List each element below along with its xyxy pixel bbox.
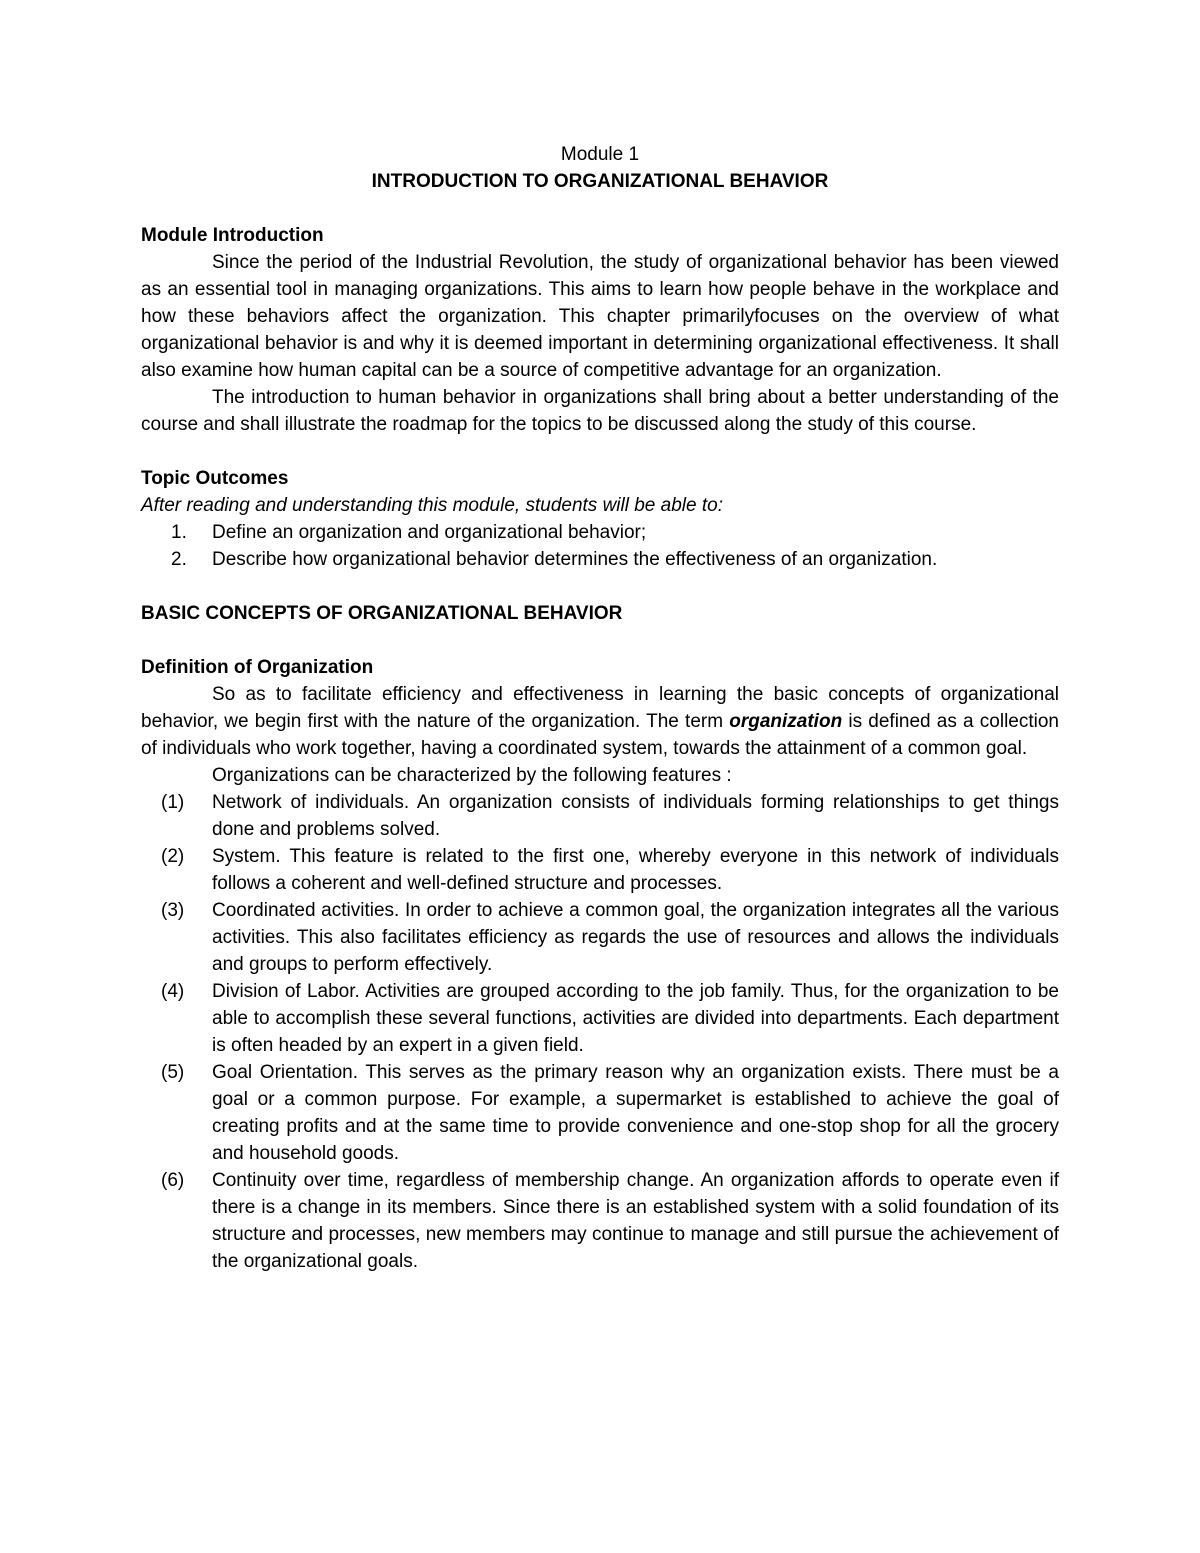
features-list	[141, 789, 1059, 1275]
module-introduction-paragraph-2: The introduction to human behavior in organizations shall bring about a better understanding of the course and shall illustrate the roadmap for the topics to be discussed along the study of this course.	[141, 387, 1059, 435]
list-item	[141, 897, 1059, 978]
module-introduction-heading: Module Introduction	[141, 225, 324, 246]
list-item-text: Division of Labor. Activities are grouped according to the job family. Thus, for the organization to be able to accomplish these several functions, activities are divided into departments. Each department is often headed by an expert in a given field.	[212, 981, 1059, 1056]
list-item-number: (5)	[161, 1062, 185, 1083]
list-item-text: Goal Orientation. This serves as the primary reason why an organization exists. There must be a goal or a common purpose. For example, a supermarket is established to achieve the goal of creating profits and at the same time to provide convenience and one-stop shop for all the grocery and household goods.	[212, 1062, 1059, 1164]
list-item-number: (2)	[161, 846, 185, 867]
topic-outcomes-lead: After reading and understanding this module, students will be able to:	[141, 495, 723, 516]
list-item-number: (1)	[161, 792, 185, 813]
features-lead: Organizations can be characterized by the following features :	[212, 765, 732, 786]
list-item-text: Network of individuals. An organization consists of individuals forming relationships to get things done and problems solved.	[212, 792, 1059, 840]
topic-outcomes-list	[141, 519, 1059, 573]
list-item-text: Describe how organizational behavior determines the effectiveness of an organization.	[212, 549, 938, 570]
definition-text-before: So as to facilitate efficiency and effectiveness in learning the basic concepts of organizational behavior, we begin first with the nature of the organization. The term	[141, 684, 1059, 732]
module-header	[141, 141, 1059, 195]
list-item	[141, 546, 1059, 573]
module-title: INTRODUCTION TO ORGANIZATIONAL BEHAVIOR	[371, 171, 829, 192]
list-item	[141, 1059, 1059, 1167]
list-item-number: (3)	[161, 900, 185, 921]
topic-outcomes-heading: Topic Outcomes	[141, 468, 289, 489]
list-item-number: 2.	[171, 549, 187, 570]
module-introduction-section	[141, 222, 1059, 438]
definition-term: organization	[729, 711, 843, 732]
module-number: Module 1	[560, 144, 640, 165]
definition-paragraph	[141, 681, 1059, 762]
list-item-number: (4)	[161, 981, 185, 1002]
list-item	[141, 843, 1059, 897]
module-introduction-paragraph-1: Since the period of the Industrial Revolution, the study of organizational behavior has been viewed as an essential tool in managing organizations. This aims to learn how people behave in the workplace and how these behaviors affect the organization. This chapter primarilyfocuses on the overview of what organizational behavior is and why it is deemed important in determining organizational effectiveness. It shall also examine how human capital can be a source of competitive advantage for an organization.	[141, 252, 1059, 381]
definition-heading: Definition of Organization	[141, 657, 374, 678]
list-item-number: 1.	[171, 522, 187, 543]
list-item	[141, 519, 1059, 546]
definition-text-after: is defined as a collection of individuals who work together, having a coordinated system, towards the attainment of a common goal.	[141, 711, 1060, 759]
list-item-text: Define an organization and organizational behavior;	[212, 522, 647, 543]
list-item	[141, 789, 1059, 843]
basic-concepts-heading: BASIC CONCEPTS OF ORGANIZATIONAL BEHAVIOR	[141, 603, 623, 624]
document-page	[141, 141, 1059, 1275]
list-item-text: Continuity over time, regardless of membership change. An organization affords to operate even if there is a change in its members. Since there is an established system with a solid foundation of its structure and processes, new members may continue to manage and still pursue the achievement of the organizational goals.	[212, 1170, 1059, 1272]
topic-outcomes-section	[141, 465, 1059, 573]
list-item-number: (6)	[161, 1170, 185, 1191]
list-item-text: Coordinated activities. In order to achieve a common goal, the organization integrates all the various activities. This also facilitates efficiency as regards the use of resources and allows the individuals and groups to perform effectively.	[212, 900, 1059, 975]
list-item-text: System. This feature is related to the first one, whereby everyone in this network of individuals follows a coherent and well-defined structure and processes.	[212, 846, 1059, 894]
definition-section	[141, 654, 1059, 1275]
list-item	[141, 1167, 1059, 1275]
list-item	[141, 978, 1059, 1059]
